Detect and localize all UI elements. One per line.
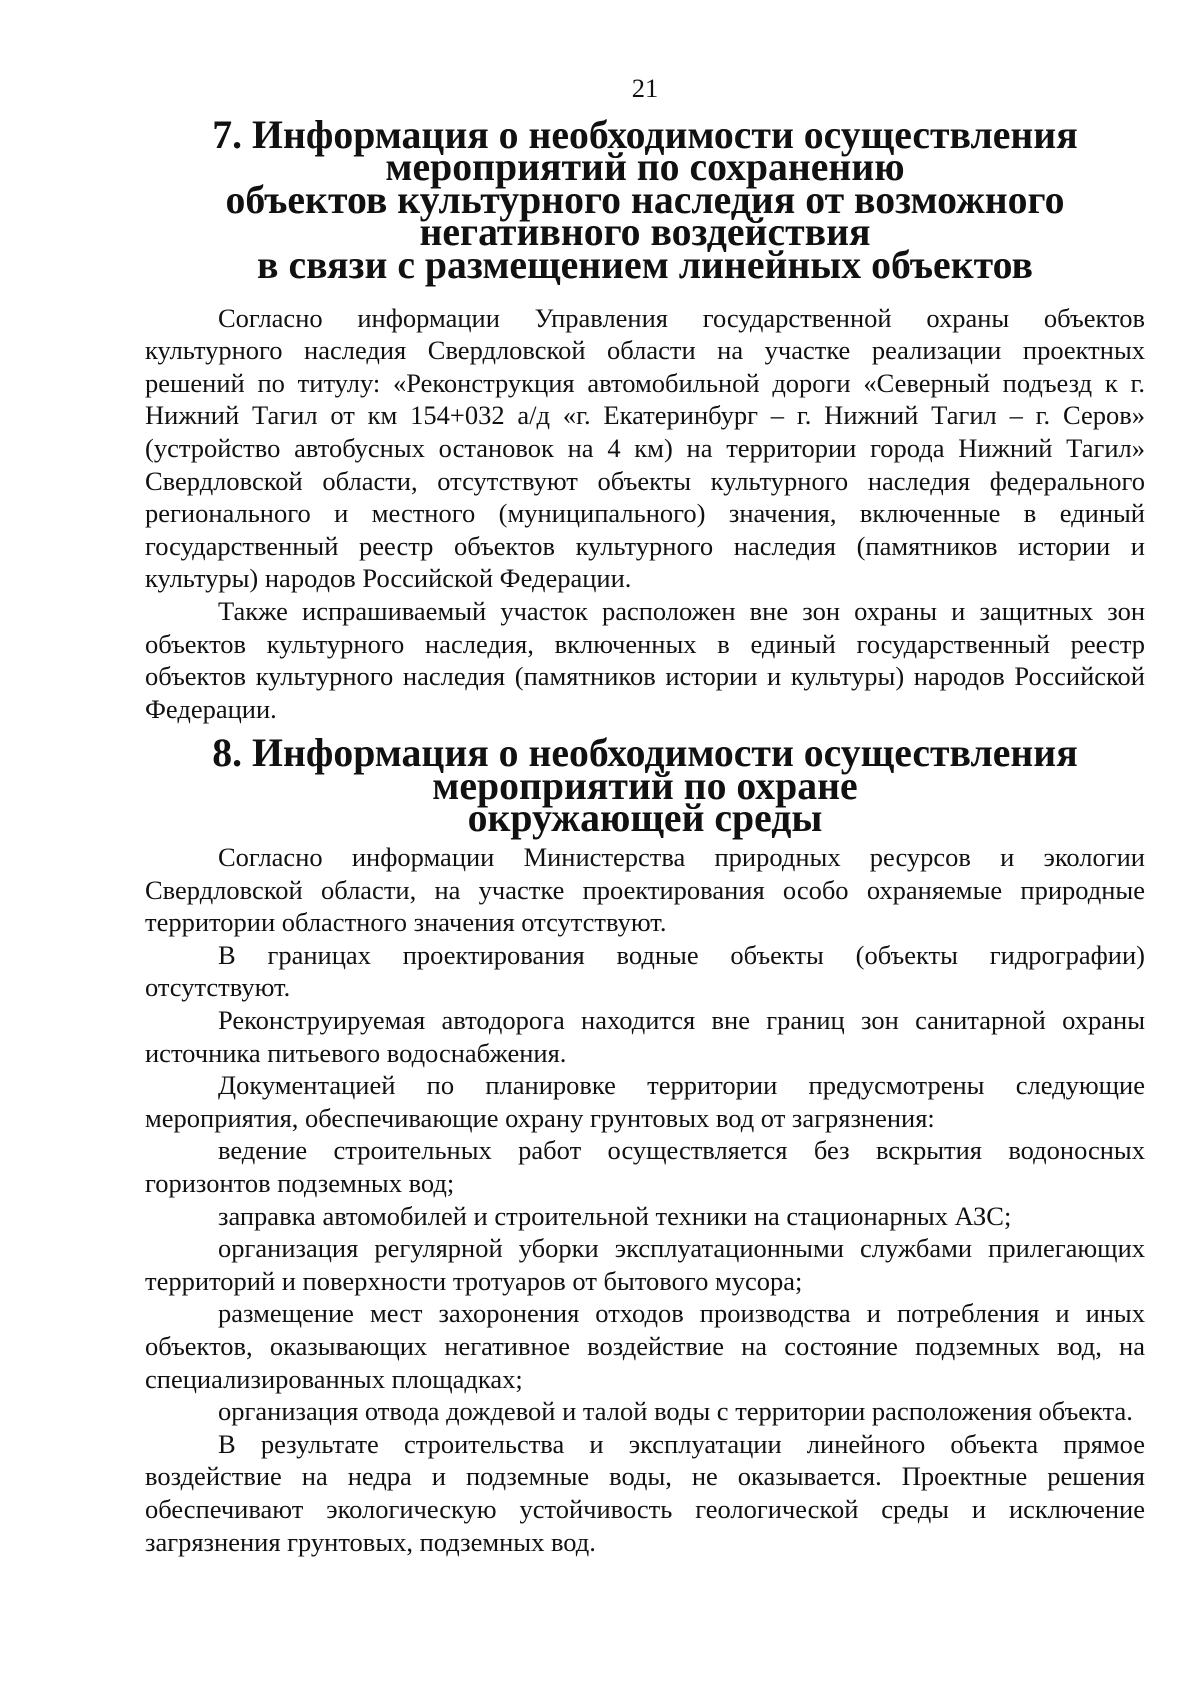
paragraph: Реконструируемая автодорога находится вне границ зон санитарной охраны источника питьевого водоснабжения. <box>145 1005 1145 1068</box>
section-7-heading <box>145 112 1145 287</box>
list-item: организация отвода дождевой и талой воды с территории расположения объекта. <box>218 1396 1133 1427</box>
paragraph: Согласно информации Управления государственной охраны объектов культурного наследия Свердловской области на участке реализации проектных решений по титулу: «Реконструкция автомобильной дороги «Северный подъезд к г. Нижний Тагил от км 154+032 а/д «г. Екатеринбург – г. Нижний Тагил – г. Серов» (устройство автобусных остановок на 4 км) на территории города Нижний Тагил» Свердловской области, отсутствуют объекты культурного наследия федерального регионального и местного (муниципального) значения, включенные в единый государственный реестр объектов культурного наследия (памятников истории и культуры) народов Российской Федерации. <box>145 302 1145 594</box>
paragraph: Согласно информации Министерства природных ресурсов и экологии Свердловской области, на участке проектирования особо охраняемые природные территории областного значения отсутствуют. <box>145 842 1145 938</box>
list-item: размещение мест захоронения отходов производства и потребления и иных объектов, оказывающих негативное воздействие на состояние подземных вод, на специализированных площадках; <box>145 1298 1145 1394</box>
section-7-heading-line: объектов культурного наследия от возможного негативного воздействия <box>225 177 1065 255</box>
paragraph: Документацией по планировке территории предусмотрены следующие мероприятия, обеспечивающие охрану грунтовых вод от загрязнения: <box>145 1070 1145 1133</box>
document-page <box>145 72 1145 1558</box>
section-8-heading <box>145 731 1145 841</box>
section-7-heading-line: в связи с размещением линейных объектов <box>257 242 1033 287</box>
section-7-body <box>145 302 1145 726</box>
page-number: 21 <box>631 73 659 103</box>
list-item: заправка автомобилей и строительной техники на стационарных АЗС; <box>218 1200 1012 1231</box>
paragraph: В границах проектирования водные объекты (объекты гидрографии) отсутствуют. <box>145 939 1145 1003</box>
paragraph: Также испрашиваемый участок расположен вне зон охраны и защитных зон объектов культурного наследия, включенных в единый государственный реестр объектов культурного наследия (памятников истории и культуры) народов Российской Федерации. <box>145 595 1145 724</box>
list-item: ведение строительных работ осуществляется без вскрытия водоносных горизонтов подземных вод; <box>145 1135 1145 1198</box>
paragraph: В результате строительства и эксплуатации линейного объекта прямое воздействие на недра и подземные воды, не оказывается. Проектные решения обеспечивают экологическую устойчивость геологической среды и исключение загрязнения грунтовых, подземных вод. <box>145 1428 1145 1557</box>
list-item: организация регулярной уборки эксплуатационными службами прилегающих территорий и поверхности тротуаров от бытового мусора; <box>145 1233 1145 1296</box>
section-8-body <box>145 841 1145 1558</box>
section-8-heading-line: 8. Информация о необходимости осуществления мероприятий по охране <box>212 731 1078 808</box>
section-8-heading-line: окружающей среды <box>467 796 823 841</box>
section-7-heading-line: 7. Информация о необходимости осуществления мероприятий по сохранению <box>212 112 1078 190</box>
